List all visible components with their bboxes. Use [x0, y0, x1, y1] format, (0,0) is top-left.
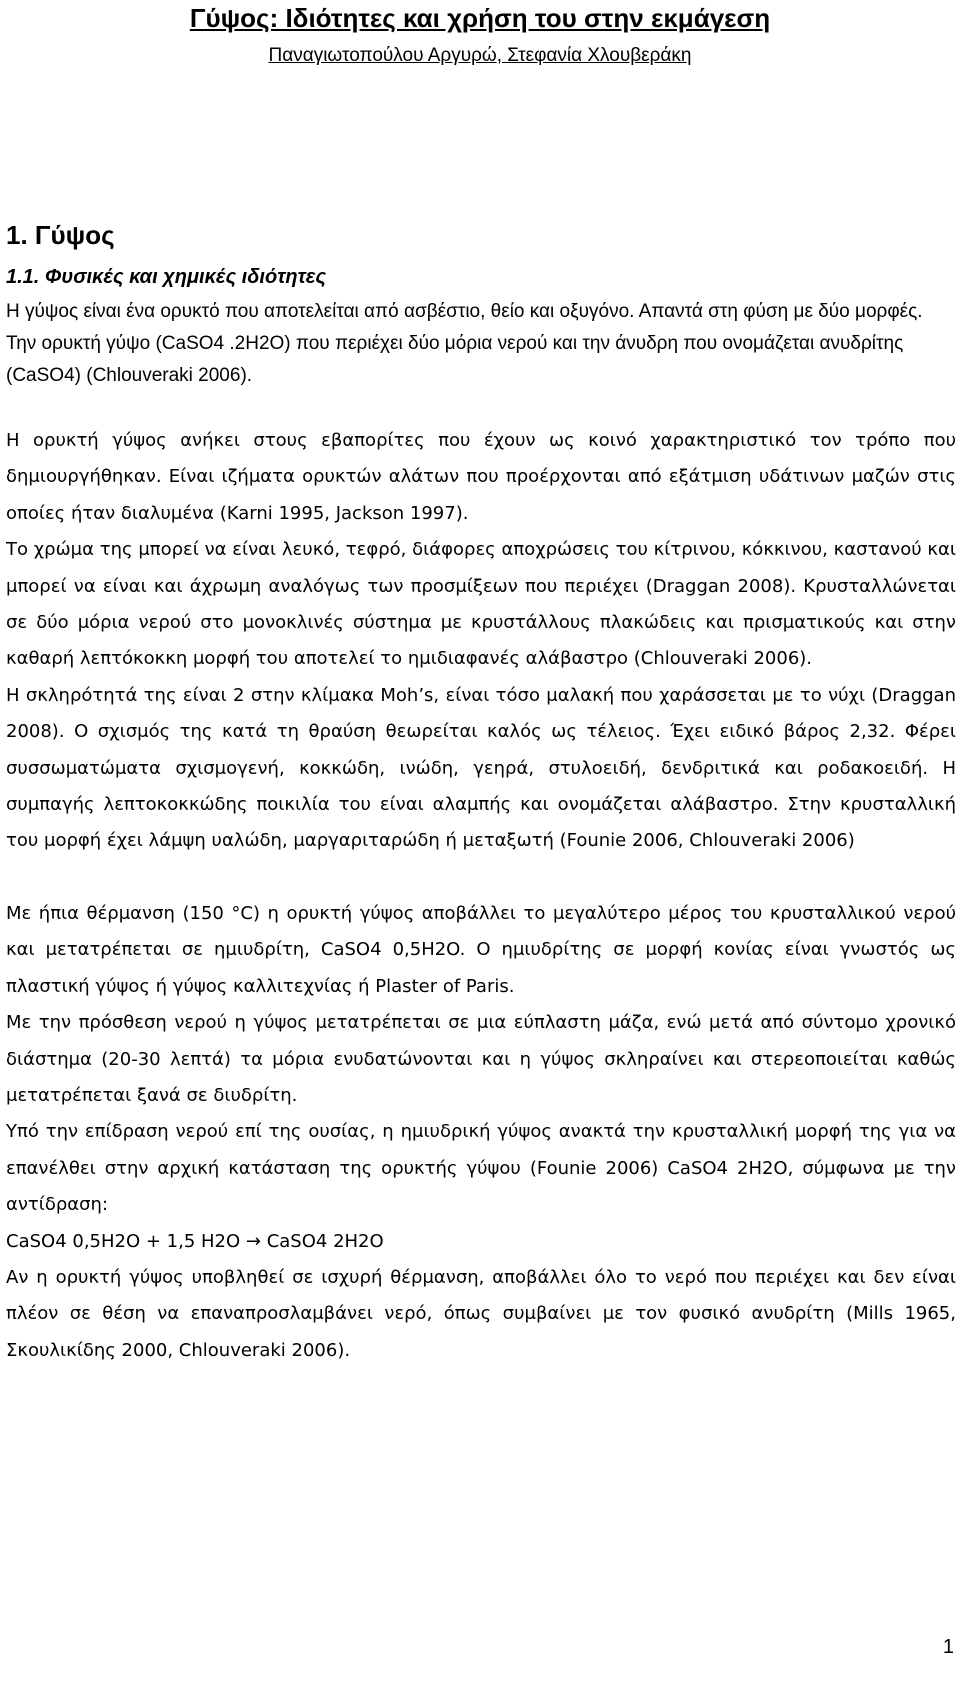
- reaction-equation: CaSO4 0,5H2O + 1,5 H2O → CaSO4 2H2O: [6, 1230, 384, 1252]
- paragraph-rehydration: Υπό την επίδραση νερού επί της ουσίας, η ημιυδρική γύψος ανακτά την κρυσταλλική μορφή της για να επανέλθει στην αρχική κατάσταση της ορυκτής γύψου (Founie 2006) CaSO4 2H2O, σύμφωνα με την αντίδραση:: [6, 1121, 956, 1216]
- paragraph-strong-heating: Αν η ορυκτή γύψος υποβληθεί σε ισχυρή θέρμανση, αποβάλλει όλο το νερό που περιέχει και δεν είναι πλέον σε θέση να επαναπροσλαμβάνει νερό, όπως συμβαίνει με τον φυσικό ανυδρίτη (Mills 1965, Σκουλικίδης 2000, Chlouveraki 2006).: [6, 1266, 956, 1361]
- paragraph-water-addition: Με την πρόσθεση νερού η γύψος μετατρέπεται σε μια εύπλαστη μάζα, ενώ μετά από σύντομο χρονικό διάστημα (20-30 λεπτά) τα μόρια ενυδατώνονται και η γύψος σκληραίνει και στερεοποιείται καθώς μετατρέπεται ξανά σε διυδρίτη.: [6, 1012, 956, 1106]
- paragraph-heating: Με ήπια θέρμανση (150 °C) η ορυκτή γύψος αποβάλλει το μεγαλύτερο μέρος του κρυσταλλικού νερού και μετατρέπεται σε ημιυδρίτη, CaSO4 0,5H2O. Ο ημιυδρίτης σε μορφή κονίας είναι γνωστός ως πλαστική γύψος ή γύψος καλλιτεχνίας ή Plaster of Paris.: [6, 902, 956, 997]
- paragraph-evaporites: Η ορυκτή γύψος ανήκει στους εβαπορίτες που έχουν ως κοινό χαρακτηριστικό τον τρόπο που δημιουργήθηκαν. Είναι ιζήματα ορυκτών αλάτων που προέρχονται από εξάτμιση υδάτινων μαζών στις οποίες ήταν διαλυμένα (Karni 1995, Jackson 1997).: [6, 430, 956, 524]
- document-title: Γύψος: Ιδιότητες και χρήση του στην εκμάγεση: [189, 3, 771, 33]
- intro-paragraph: Η γύψος είναι ένα ορυκτό που αποτελείται από ασβέστιο, θείο και οξυγόνο. Απαντά στη φύση με δύο μορφές. Την ορυκτή γύψο (CaSO4 .2H2O) που περιέχει δύο μόρια νερού και την άνυδρη που ονομάζεται ανυδρίτης (CaSO4) (Chlouveraki 2006).: [6, 301, 923, 386]
- paragraph-hardness: Η σκληρότητά της είναι 2 στην κλίμακα Moh’s, είναι τόσο μαλακή που χαράσσεται με το νύχι (Draggan 2008). Ο σχισμός της κατά τη θραύση θεωρείται καλός ως τέλειος. Έχει ειδικό βάρος 2,32. Φέρει συσσωματώματα σχισμογενή, κοκκώδη, ινώδη, γεηρά, στυλοειδή, δενδριτικά και ροδακοειδή. Η συμπαγής λεπτοκοκκώδης ποικιλία του είναι αλαμπής και ονομάζεται αλάβαστρο. Στην κρυσταλλική του μορφή έχει λάμψη υαλώδη, μαργαριταρώδη ή μεταξωτή (Founie 2006, Chlouveraki 2006): [6, 684, 956, 852]
- section-heading: 1. Γύψος: [6, 220, 115, 250]
- page-number: 1: [942, 1636, 954, 1658]
- subsection-heading: 1.1. Φυσικές και χημικές ιδιότητες: [6, 266, 326, 288]
- body-text: [6, 423, 956, 1369]
- paragraph-color: Το χρώμα της μπορεί να είναι λευκό, τεφρό, διάφορες αποχρώσεις του κίτρινου, κόκκινου, καστανού και μπορεί να είναι και άχρωμη αναλόγως των προσμίξεων που περιέχει (Draggan 2008). Κρυσταλλώνεται σε δύο μόρια νερού στο μονοκλινές σύστημα με κρυστάλλους πλακώδεις και πρισματικούς και στην καθαρή λεπτόκοκκη μορφή του αποτελεί το ημιδιαφανές αλάβαστρο (Chlouveraki 2006).: [6, 539, 956, 670]
- document-authors: Παναγιωτοπούλου Αργυρώ, Στεφανία Χλουβεράκη: [268, 45, 692, 66]
